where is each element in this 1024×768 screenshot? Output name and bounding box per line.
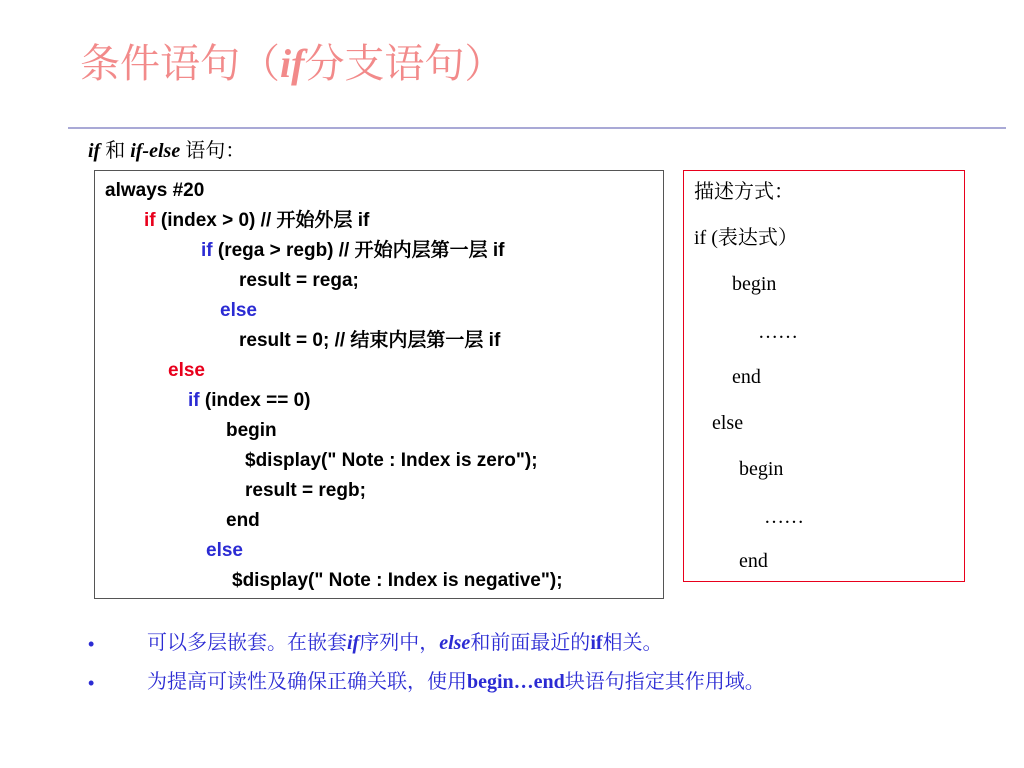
code-line-13	[206, 539, 243, 563]
bullet-item-1: 可以多层嵌套。在嵌套if序列中，else和前面最近的if相关。	[147, 632, 663, 654]
bullet-marker: •	[88, 673, 95, 693]
title-keyword: if	[280, 41, 305, 86]
syntax-line-4: end	[732, 366, 761, 388]
code-line-5	[220, 299, 257, 323]
bullet-item-2: 为提高可读性及确保正确关联，使用begin…end块语句指定其作用域。	[147, 671, 765, 693]
keyword-else: else	[168, 360, 205, 381]
keyword-if: if	[188, 390, 200, 411]
title-suffix: 分支语句）	[304, 41, 505, 87]
code-line-9: begin	[226, 420, 277, 441]
subtitle-and: 和	[100, 140, 131, 162]
syntax-line-3: ……	[758, 321, 798, 343]
code-line-6: result = 0; // 结束内层第一层 if	[239, 330, 501, 351]
keyword-if: if	[201, 240, 213, 261]
keyword-else: else	[206, 540, 243, 561]
syntax-description-box	[683, 170, 965, 582]
syntax-line-2: begin	[732, 273, 777, 295]
subtitle-keyword-if-else: if-else	[130, 140, 181, 162]
code-line-11: result = regb;	[245, 480, 366, 501]
code-line-10: $display(" Note : Index is zero");	[245, 450, 538, 471]
code-example-box	[94, 170, 664, 599]
keyword-else: else	[220, 300, 257, 321]
subtitle-keyword-if: if	[88, 140, 101, 162]
syntax-line-8: end	[739, 550, 768, 572]
bullet-marker: •	[88, 634, 95, 654]
keyword-if: if	[144, 210, 156, 231]
syntax-line-1: if (表达式）	[694, 227, 798, 249]
code-line-14: $display(" Note : Index is negative");	[232, 570, 563, 591]
syntax-heading: 描述方式：	[694, 181, 794, 203]
code-line-3: if (rega > regb) // 开始内层第一层 if	[201, 240, 505, 261]
code-line-7	[168, 359, 205, 383]
code-line-2: if (index > 0) // 开始外层 if	[144, 210, 370, 231]
code-line-1: always #20	[105, 180, 205, 201]
slide-title	[80, 38, 504, 90]
section-subtitle	[88, 138, 245, 164]
code-line-4: result = rega;	[239, 270, 359, 291]
syntax-line-6: begin	[739, 458, 784, 480]
code-line-12: end	[226, 510, 260, 531]
syntax-line-7: ……	[764, 506, 804, 528]
syntax-line-5: else	[712, 412, 744, 434]
subtitle-rest: 语句：	[180, 140, 246, 162]
title-divider	[68, 127, 1006, 129]
title-prefix: 条件语句（	[80, 41, 280, 87]
code-line-8: if (index == 0)	[188, 390, 311, 411]
